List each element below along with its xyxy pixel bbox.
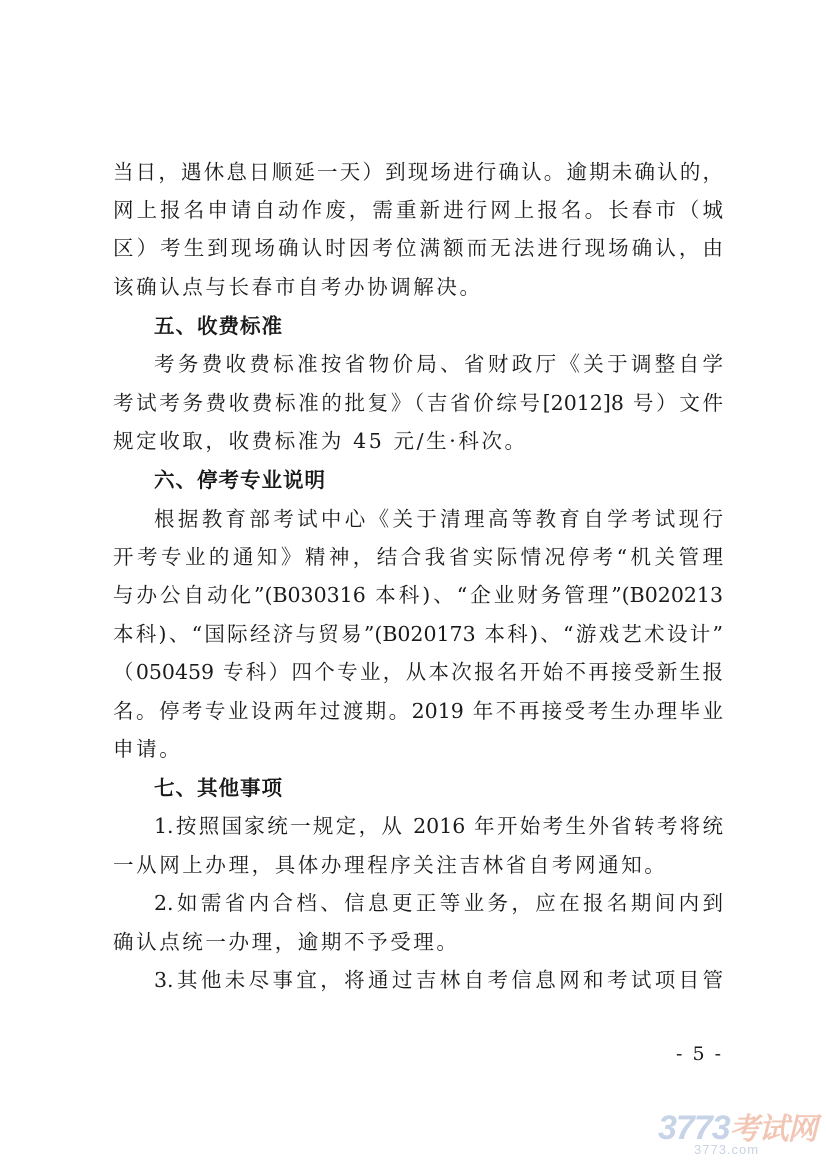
text-line: （050459 专科）四个专业，从本次报名开始不再接受新生报: [113, 660, 723, 684]
text-line: 考试考务费收费标准的批复》（吉省价综号[2012]8 号）文件: [113, 391, 723, 415]
text-line: 确认点统一办理，逾期不予受理。: [113, 930, 460, 954]
watermark-number: 3773: [658, 1109, 730, 1147]
text-line: 开考专业的通知》精神，结合我省实际情况停考“机关管理: [113, 545, 723, 569]
text-line: 1.按照国家统一规定，从 2016 年开始考生外省转考将统: [154, 814, 723, 838]
text-line: 3.其他未尽事宜，将通过吉林自考信息网和考试项目管: [154, 968, 723, 992]
text-line: 网上报名申请自动作废，需重新进行网上报名。长春市（城: [113, 198, 723, 222]
text-line: 根据教育部考试中心《关于清理高等教育自学考试现行: [154, 507, 723, 531]
text-line: 名。停考专业设两年过渡期。2019 年不再接受考生办理毕业: [113, 699, 723, 723]
text-line: 本科)、“国际经济与贸易”(B020173 本科)、“游戏艺术设计”: [113, 622, 723, 646]
section-heading: 五、收费标准: [154, 314, 283, 338]
text-line: 申请。: [113, 737, 183, 761]
text-line: 规定收取，收费标准为 45 元/生·科次。: [113, 429, 528, 453]
section-heading: 六、停考专业说明: [154, 468, 326, 492]
text-line: 一从网上办理，具体办理程序关注吉林省自考网通知。: [113, 853, 668, 877]
page-number: - 5 -: [676, 1043, 724, 1065]
text-line: 与办公自动化”(B030316 本科)、“企业财务管理”(B020213: [113, 583, 723, 607]
watermark-logo: [658, 1104, 818, 1164]
text-line: 2.如需省内合档、信息更正等业务，应在报名期间内到: [154, 891, 723, 915]
section-heading: 七、其他事项: [154, 776, 283, 800]
watermark-url: 3773.com: [694, 1142, 760, 1157]
text-line: 当日，遇休息日顺延一天）到现场进行确认。逾期未确认的，: [113, 160, 723, 184]
text-line: 区）考生到现场确认时因考位满额而无法进行现场确认，由: [113, 236, 723, 260]
text-line: 该确认点与长春市自考办协调解决。: [113, 275, 483, 299]
watermark-chinese: 考试网: [729, 1113, 817, 1146]
text-line: 考务费收费标准按省物价局、省财政厅《关于调整自学: [154, 352, 723, 376]
